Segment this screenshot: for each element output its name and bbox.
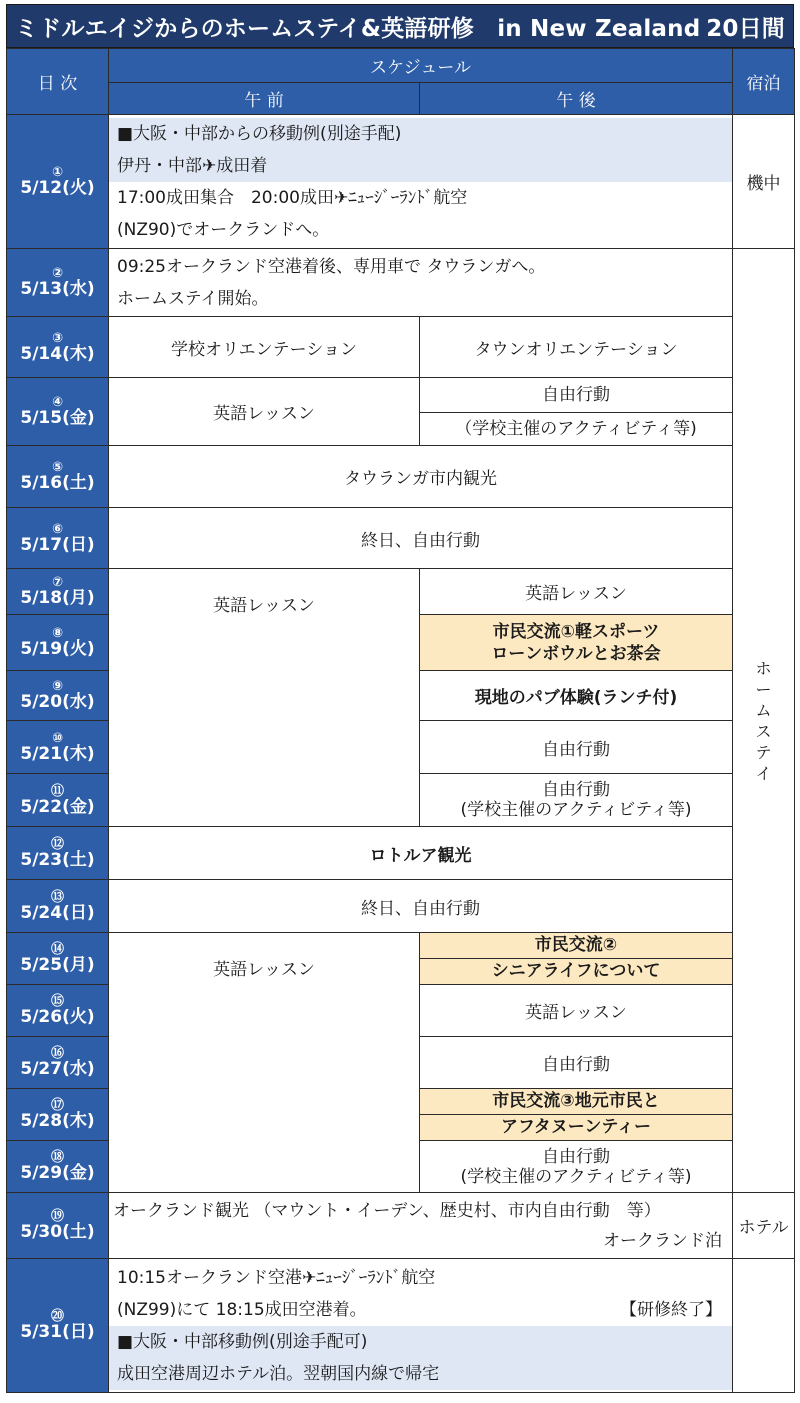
day-3-am: 学校オリエンテーション xyxy=(109,317,420,378)
day-19-lodging: ホテル xyxy=(733,1193,795,1259)
day-3-pm: タウンオリエンテーション xyxy=(420,317,733,378)
day-20-schedule xyxy=(109,1259,733,1393)
day-11: ⑪ 5/22(金) xyxy=(7,774,109,827)
day-19-schedule xyxy=(109,1193,733,1259)
day-20-line-1: 10:15オークランド空港✈ﾆｭｰｼﾞｰﾗﾝﾄﾞ航空 xyxy=(117,1267,436,1288)
homestay-vertical-text: ホ ー ム ス テ イ xyxy=(755,658,772,783)
day-17-pm: 市民交流③地元市民と アフタヌーンティー xyxy=(420,1089,733,1141)
day-12-all: ロトルア観光 xyxy=(109,827,733,880)
day-9: ⑨ 5/20(水) xyxy=(7,671,109,721)
day-1-lodging: 機中 xyxy=(733,115,795,249)
day-14: ⑭ 5/25(月) xyxy=(7,933,109,985)
day-20-line-4: 成田空港周辺ホテル泊。翌朝国内線で帰宅 xyxy=(109,1358,732,1390)
header-schedule: スケジュール xyxy=(109,49,733,83)
day-18: ⑱ 5/29(金) xyxy=(7,1141,109,1193)
day-1-schedule xyxy=(109,115,733,249)
day-20-line-2: (NZ99)にて 18:15成田空港着。 【研修終了】 xyxy=(109,1294,732,1326)
day-10: ⑩ 5/21(木) xyxy=(7,721,109,774)
day-9-pm: 現地のパブ体験(ランチ付) xyxy=(420,671,733,721)
day-16-pm: 自由行動 xyxy=(420,1037,733,1089)
day-19-line-2: オークランド泊 xyxy=(603,1230,723,1251)
header-lodging: 宿泊 xyxy=(733,49,795,115)
homestay-lodging xyxy=(733,249,795,1193)
day-7: ⑦ 5/18(月) xyxy=(7,569,109,615)
day-10-pm: 自由行動 xyxy=(420,721,733,774)
day-14-pm: 市民交流② シニアライフについて xyxy=(420,933,733,985)
day-6: ⑥ 5/17(日) xyxy=(7,508,109,569)
week-3-am: 英語レッスン xyxy=(109,933,420,1193)
day-7-pm: 英語レッスン xyxy=(420,569,733,615)
page-title xyxy=(6,4,794,48)
day-19: ⑲ 5/30(土) xyxy=(7,1193,109,1259)
day-4-pm: 自由行動 （学校主催のアクティビティ等) xyxy=(420,378,733,446)
day-6-all: 終日、自由行動 xyxy=(109,508,733,569)
day-3: ③ 5/14(木) xyxy=(7,317,109,378)
day-1-line-1: ■大阪・中部からの移動例(別途手配) xyxy=(109,118,732,150)
day-20: ⑳ 5/31(日) xyxy=(7,1259,109,1393)
day-18-pm: 自由行動 (学校主催のアクティビティ等) xyxy=(420,1141,733,1193)
schedule-table xyxy=(6,48,795,1393)
day-2-line-1: 09:25オークランド空港着後、専用車で タウランガへ。 xyxy=(117,256,546,277)
title-main: ミドルエイジからのホームステイ&英語研修 in New Zealand xyxy=(15,15,701,42)
day-1: ① 5/12(火) xyxy=(7,115,109,249)
day-4: ④ 5/15(金) xyxy=(7,378,109,446)
day-19-line-1: オークランド観光 （マウント・イーデン、歴史村、市内自由行動 等） xyxy=(113,1200,661,1221)
day-5-all: タウランガ市内観光 xyxy=(109,446,733,508)
day-8-pm: 市民交流①軽スポーツ ローンボウルとお茶会 xyxy=(420,615,733,671)
day-15-pm: 英語レッスン xyxy=(420,985,733,1037)
day-16: ⑯ 5/27(水) xyxy=(7,1037,109,1089)
day-5: ⑤ 5/16(土) xyxy=(7,446,109,508)
day-12: ⑫ 5/23(土) xyxy=(7,827,109,880)
day-1-line-4: (NZ90)でオークランドへ。 xyxy=(117,219,330,240)
header-day: 日 次 xyxy=(7,49,109,115)
day-13: ⑬ 5/24(日) xyxy=(7,880,109,933)
day-2-schedule xyxy=(109,249,733,317)
day-15: ⑮ 5/26(火) xyxy=(7,985,109,1037)
title-duration: 20日間 xyxy=(706,15,785,42)
day-2-line-2: ホームステイ開始。 xyxy=(117,288,269,309)
day-1-line-2: 伊丹・中部✈成田着 xyxy=(109,150,732,182)
week-2-am: 英語レッスン xyxy=(109,569,420,827)
day-20-line-3: ■大阪・中部移動例(別途手配可) xyxy=(109,1326,732,1358)
day-20-lodging xyxy=(733,1259,795,1393)
day-11-pm: 自由行動 (学校主催のアクティビティ等) xyxy=(420,774,733,827)
day-4-am: 英語レッスン xyxy=(109,378,420,446)
day-8: ⑧ 5/19(火) xyxy=(7,615,109,671)
day-13-all: 終日、自由行動 xyxy=(109,880,733,933)
day-2: ② 5/13(水) xyxy=(7,249,109,317)
day-1-line-3: 17:00成田集合 20:00成田✈ﾆｭｰｼﾞｰﾗﾝﾄﾞ航空 xyxy=(117,187,468,208)
header-am: 午 前 xyxy=(109,83,420,115)
header-pm: 午 後 xyxy=(420,83,733,115)
day-17: ⑰ 5/28(木) xyxy=(7,1089,109,1141)
training-end-label: 【研修終了】 xyxy=(620,1299,723,1320)
